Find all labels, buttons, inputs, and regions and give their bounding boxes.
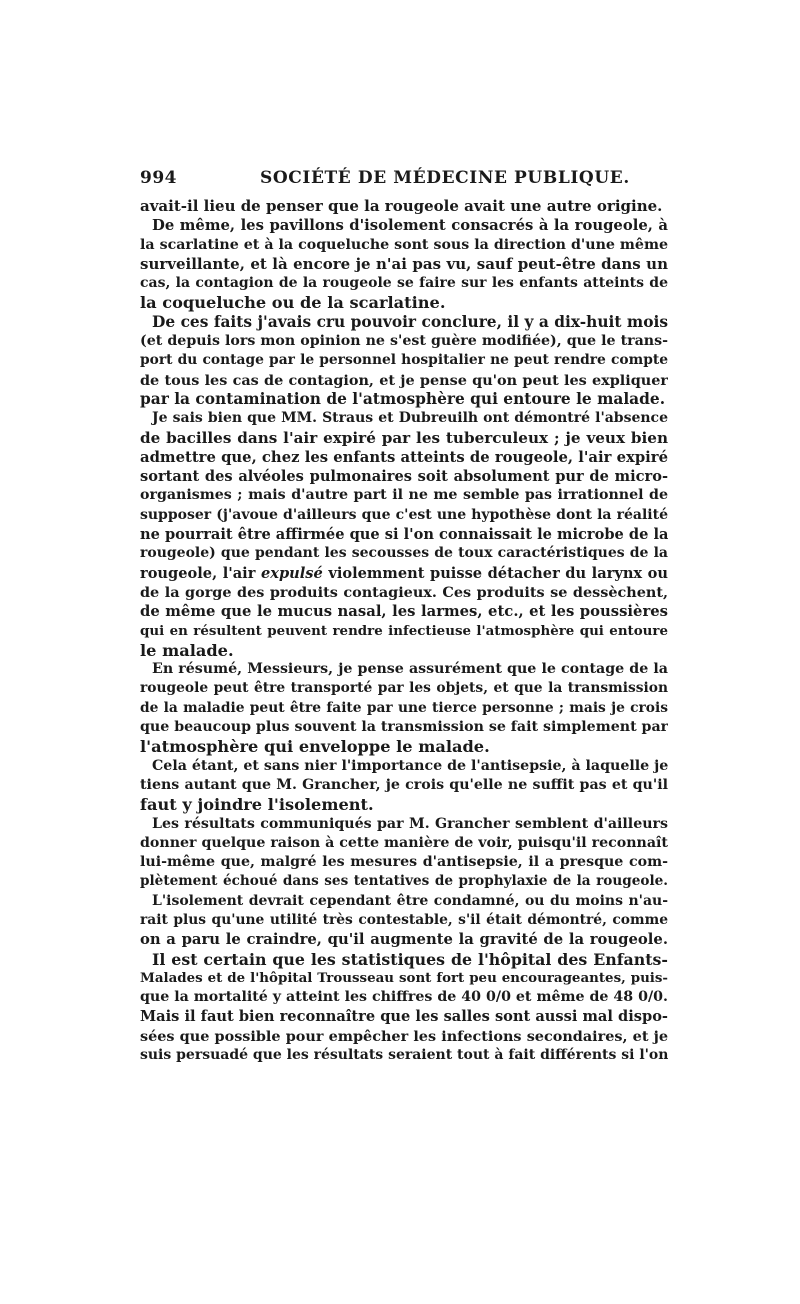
text-line: sées que possible pour empêcher les infections secondaires, et je [140,1027,668,1045]
text-line: rait plus qu'une utilité très contestable, s'il était démontré, comme [140,911,668,928]
text-line: (et depuis lors mon opinion ne s'est guère modifiée), que le trans- [140,333,668,350]
text-line: ne pourrait être affirmée que si l'on connaissait le microbe de la [140,526,668,544]
text-line: de bacilles dans l'air expiré par les tuberculeux ; je veux bien [140,428,668,447]
text-line: donner quelque raison à cette manière de voir, puisqu'il reconnaît [140,834,668,851]
text-line: cas, la contagion de la rougeole se faire sur les enfants atteints de [140,275,668,292]
text-line: de tous les cas de contagion, et je pense qu'on peut les expliquer [140,371,668,389]
text-line: admettre que, chez les enfants atteints de rougeole, l'air expiré [140,448,668,466]
text-line: de la maladie peut être faite par une tierce personne ; mais je crois [140,699,668,716]
text-line: de même que le mucus nasal, les larmes, etc., et les poussières [140,603,668,621]
text-line: De même, les pavillons d'isolement consacrés à la rougeole, à [152,217,668,235]
text-line: tiens autant que M. Grancher, je crois qu'elle ne suffit pas et qu'il [140,776,668,793]
text-line: supposer (j'avoue d'ailleurs que c'est une hypothèse dont la réalité [140,506,668,523]
text-line: L'isolement devrait cependant être condamné, ou du moins n'au- [152,892,668,909]
text-line: rougeole) que pendant les secousses de toux caractéristiques de la [140,545,668,562]
body-text [140,197,668,1065]
text-line [140,564,668,583]
text-line: En résumé, Messieurs, je pense assurément que le contage de la [152,661,668,678]
text-line: lui-même que, malgré les mesures d'antisepsie, il a presque com- [140,854,668,871]
text-line: que la mortalité y atteint les chiffres de 40 0/0 et même de 48 0/0. [140,989,668,1006]
text-line: faut y joindre l'isolement. [140,795,374,815]
text-line: plètement échoué dans ses tentatives de prophylaxie de la rougeole. [140,873,668,890]
text-line: la coqueluche ou de la scarlatine. [140,293,446,313]
text-line: Je sais bien que MM. Straus et Dubreuilh ont démontré l'absence [152,410,668,427]
text-line: sortant des alvéoles pulmonaires soit absolument pur de micro- [140,468,668,486]
text-segment: violemment puisse détacher du larynx ou [322,564,668,582]
text-segment: rougeole, l'air [140,564,261,582]
italic-word: expulsé [260,564,323,582]
text-line: la scarlatine et à la coqueluche sont sous la direction d'une même [140,236,668,253]
text-line: on a paru le craindre, qu'il augmente la gravité de la rougeole. [140,931,668,949]
page-header [140,168,670,192]
text-line: avait-il lieu de penser que la rougeole avait une autre origine. [140,197,663,215]
text-line: organismes ; mais d'autre part il ne me semble pas irrationnel de [140,487,668,504]
text-line: de la gorge des produits contagieux. Ces produits se dessèchent, [140,583,668,601]
text-line: qui en résultent peuvent rendre infectieuse l'atmosphère qui entoure [140,622,668,639]
text-line: que beaucoup plus souvent la transmission se fait simplement par [140,719,668,736]
text-line: surveillante, et là encore je n'ai pas vu, sauf peut-être dans un [140,254,668,273]
text-line: De ces faits j'avais cru pouvoir conclure, il y a dix-huit mois [152,312,668,331]
text-line: Malades et de l'hôpital Trousseau sont fort peu encourageantes, puis- [140,969,668,986]
text-line: Mais il faut bien reconnaître que les salles sont aussi mal dispo- [140,1008,668,1026]
text-line: le malade. [140,640,234,660]
text-line: port du contage par le personnel hospitalier ne peut rendre compte [140,352,668,369]
text-line: Il est certain que les statistiques de l'hôpital des Enfants- [152,949,668,969]
text-line: Les résultats communiqués par M. Grancher semblent d'ailleurs [152,815,668,832]
text-line: par la contamination de l'atmosphère qui entoure le malade. [140,389,666,408]
text-line: suis persuadé que les résultats seraient tout à fait différents si l'on [140,1047,668,1064]
text-line: l'atmosphère qui enveloppe le malade. [140,737,490,757]
text-line: rougeole peut être transporté par les objets, et que la transmission [140,680,668,697]
text-line: Cela étant, et sans nier l'importance de l'antisepsie, à laquelle je [152,757,668,774]
page-number: 994 [140,168,177,188]
running-head: SOCIÉTÉ DE MÉDECINE PUBLIQUE. [260,168,630,188]
